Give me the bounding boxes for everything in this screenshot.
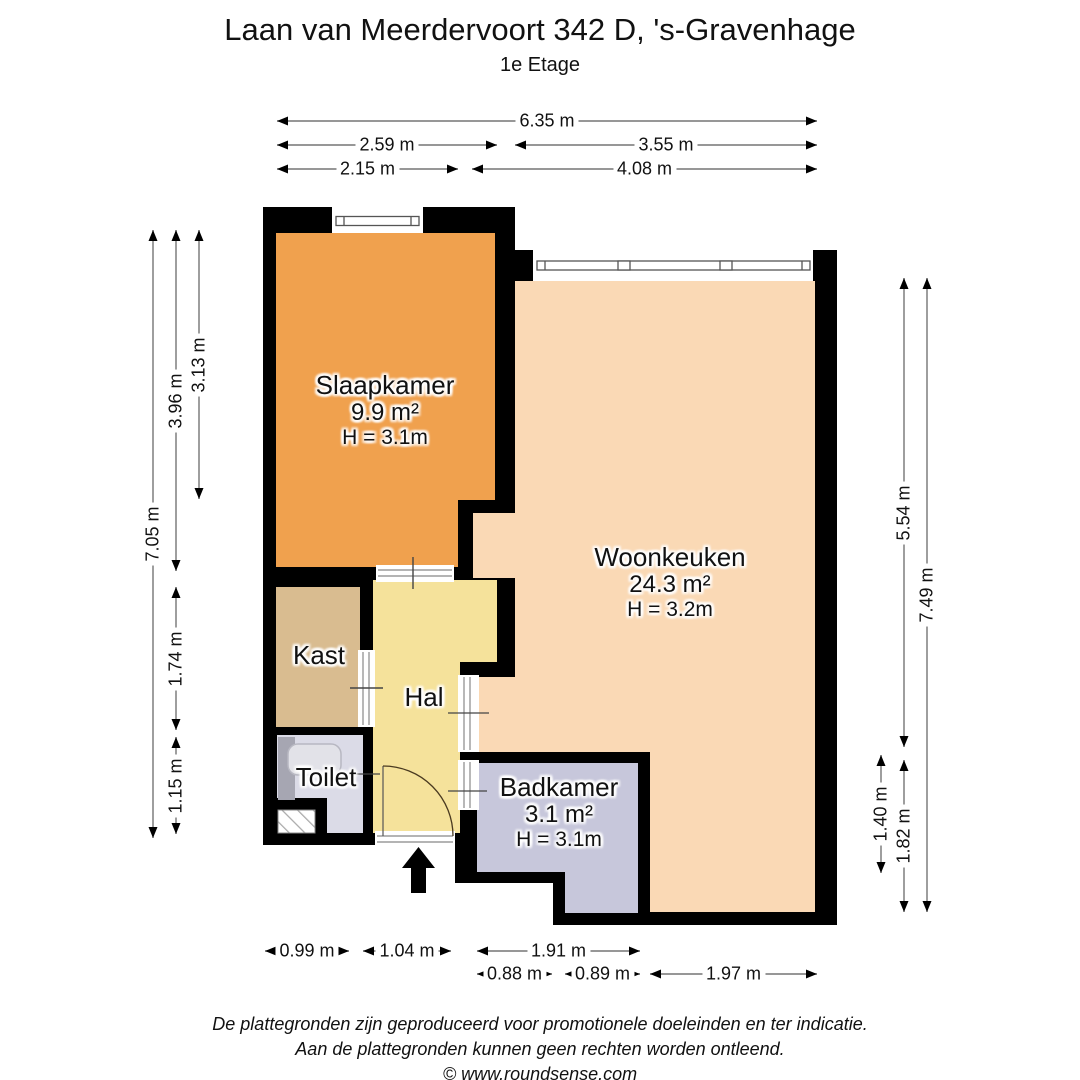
dimension-label: 0.89 m bbox=[571, 965, 634, 984]
woonkeuken-window-icon bbox=[533, 250, 813, 281]
footer-copyright: © www.roundsense.com bbox=[442, 1064, 638, 1080]
footer bbox=[0, 1012, 1080, 1080]
room-height: H = 3.2m bbox=[627, 598, 713, 621]
shaft-hatch bbox=[278, 810, 315, 833]
dimension-label: 6.35 m bbox=[515, 112, 578, 131]
footer-disclaimer-line2: Aan de plattegronden kunnen geen rechten worden ontleend. bbox=[295, 1039, 785, 1059]
page-subtitle: 1e Etage bbox=[499, 54, 581, 76]
entrance-arrow-icon bbox=[402, 847, 435, 893]
dimension-label: 1.15 m bbox=[167, 754, 186, 817]
dimension-label: 1.04 m bbox=[375, 942, 438, 961]
room-kast bbox=[276, 587, 360, 727]
room-name: Kast bbox=[292, 640, 346, 670]
dimension-label: 1.40 m bbox=[872, 782, 891, 845]
room-area: 24.3 m² bbox=[629, 571, 711, 598]
room-name: Woonkeuken bbox=[594, 542, 746, 572]
dimension-label: 5.54 m bbox=[895, 481, 914, 544]
dimension-label: 0.99 m bbox=[275, 942, 338, 961]
slaapkamer-window-icon bbox=[332, 207, 423, 233]
room-name: Slaapkamer bbox=[315, 370, 455, 400]
dimension-label: 2.15 m bbox=[336, 160, 399, 179]
dimension-label: 3.96 m bbox=[167, 369, 186, 432]
room-name: Badkamer bbox=[499, 772, 619, 802]
room-area: 9.9 m² bbox=[350, 399, 420, 426]
dimension-label: 2.59 m bbox=[355, 136, 418, 155]
dimension-label: 3.13 m bbox=[190, 333, 209, 396]
room-area: 3.1 m² bbox=[524, 801, 593, 828]
dimension-label: 1.82 m bbox=[895, 804, 914, 867]
dimension-label: 7.49 m bbox=[918, 563, 937, 626]
room-name: Hal bbox=[404, 682, 444, 712]
room-name: Toilet bbox=[295, 762, 357, 792]
dimension-label: 4.08 m bbox=[613, 160, 676, 179]
dimension-label: 1.74 m bbox=[167, 627, 186, 690]
page-title: Laan van Meerdervoort 342 D, 's-Gravenhage bbox=[224, 12, 856, 47]
dimension-label: 1.91 m bbox=[527, 942, 590, 961]
room-height: H = 3.1m bbox=[516, 828, 602, 851]
dimension-label: 1.97 m bbox=[702, 965, 765, 984]
footer-disclaimer-line1: De plattegronden zijn geproduceerd voor promotionele doeleinden en ter indicatie. bbox=[212, 1014, 868, 1034]
dimension-label: 3.55 m bbox=[634, 136, 697, 155]
dimension-label: 7.05 m bbox=[144, 502, 163, 565]
dimension-label: 0.88 m bbox=[483, 965, 546, 984]
room-height: H = 3.1m bbox=[342, 426, 428, 449]
